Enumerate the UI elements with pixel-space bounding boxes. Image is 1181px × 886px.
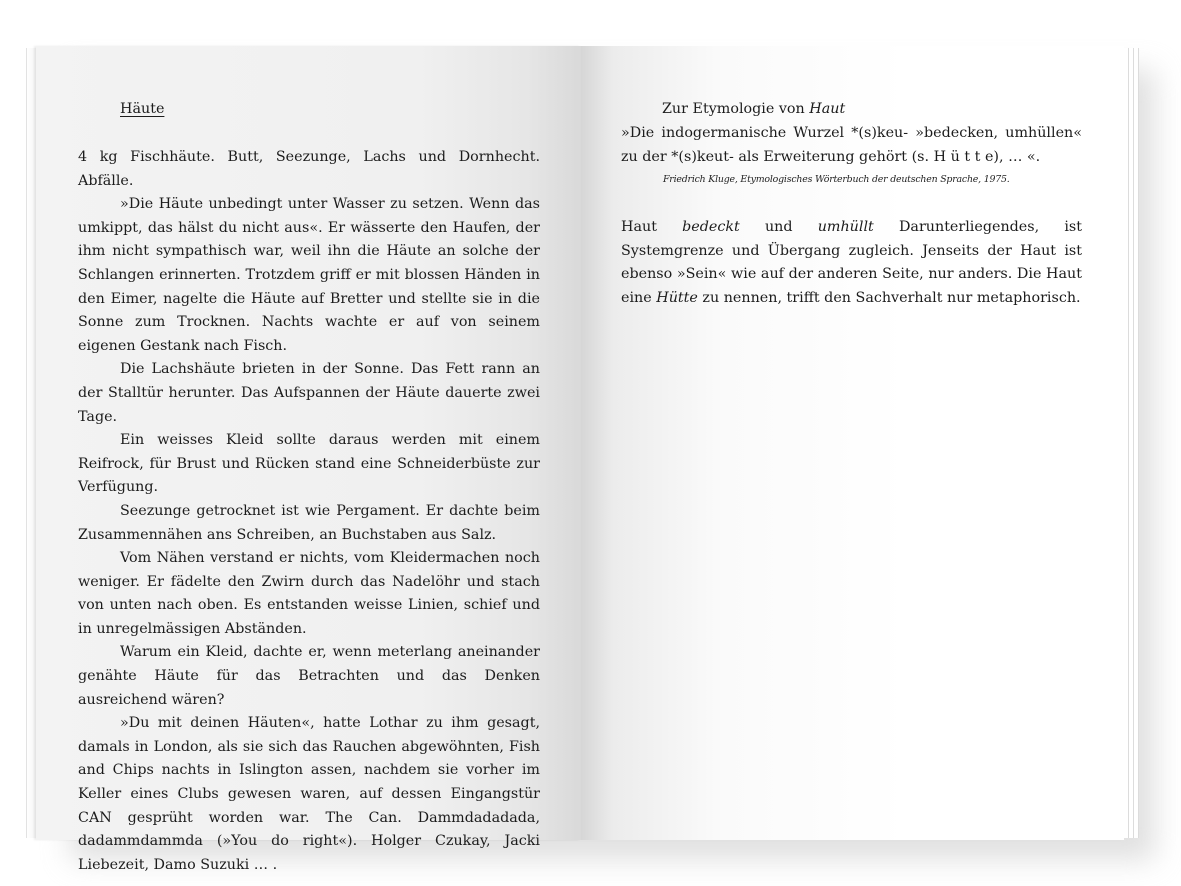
right-page-body: [621, 216, 1082, 310]
right-page-edge-3: [1134, 48, 1139, 838]
paragraph: »Die Häute unbedingt unter Wasser zu setzen. Wenn das umkippt, das hälst du nicht aus«. Er wässerte den Haufen, der ihm nicht sympathisch war, weil ihn die Häute an solche der Schlangen erinnerten. Trotzdem griff er mit blossen Händen in den Eimer, nagelte die Häute auf Bretter und stellte sie in die Sonne zum Trocknen. Nachts wachte er auf von seinem eigenen Gestank nach Fisch.: [78, 196, 540, 354]
chapter-title: Häute: [120, 101, 165, 117]
paragraph: [621, 216, 1082, 310]
quote-source: Friedrich Kluge, Etymologisches Wörterbuch der deutschen Sprache, 1975.: [663, 174, 1010, 185]
paragraph: Vom Nähen verstand er nichts, vom Kleidermachen noch weniger. Er fädelte den Zwirn durch das Nadelöhr und stach von unten nach oben. Es entstanden weisse Linien, schief und in unregelmässigen Abständen.: [78, 550, 540, 637]
paragraph: 4 kg Fischhäute. Butt, Seezunge, Lachs und Dornhecht. Abfälle.: [78, 149, 540, 189]
etymology-heading: [662, 98, 845, 122]
body-emphasis: bedeckt: [682, 219, 740, 235]
paragraph: »Du mit deinen Häuten«, hatte Lothar zu ihm gesagt, damals in London, als sie sich das Rauchen abgewöhnten, Fish and Chips nachts in Islington assen, nachdem sie vorher im Keller eines Clubs gewesen waren, auf dessen Eingangstür CAN gesprüht worden war. The Can. Dammdadadada, dadammdammda (»You do right«). Holger Czukay, Jacki Liebezeit, Damo Suzuki … .: [78, 715, 540, 873]
body-text: und: [739, 219, 818, 235]
quote-text: »Die indogermanische Wurzel *(s)keu- »bedecken, umhüllen« zu der *(s)keut- als Erweiterung gehört (s. H ü t t e), … «.: [621, 125, 1082, 165]
paragraph: Ein weisses Kleid sollte daraus werden mit einem Reifrock, für Brust und Rücken stand eine Schneiderbüste zur Verfügung.: [78, 432, 540, 496]
etymology-heading-word: Haut: [809, 101, 846, 117]
etymology-quote: [621, 122, 1082, 169]
paragraph: Seezunge getrocknet ist wie Pergament. Er dachte beim Zusammennähen ans Schreiben, an Buchstaben aus Salz.: [78, 502, 540, 543]
body-text: Darunterliegendes, ist Systemgrenze und Übergang zugleich. Jenseits der Haut ist ebenso »Sein« wie auf der anderen Seite, nur anders. Die Haut eine: [621, 219, 1082, 306]
paragraph: Warum ein Kleid, dachte er, wenn meterlang aneinander genähte Häute für das Betrachten und das Denken ausreichend wären?: [78, 644, 540, 708]
paragraph: Die Lachshäute brieten in der Sonne. Das Fett rann an der Stalltür herunter. Das Aufspannen der Häute dauerte zwei Tage.: [78, 361, 540, 425]
etymology-heading-prefix: Zur Etymologie von: [662, 101, 810, 117]
body-emphasis: umhüllt: [817, 219, 874, 235]
body-text: zu nennen, trifft den Sachverhalt nur metaphorisch.: [697, 289, 1081, 306]
body-text: Haut: [621, 219, 683, 235]
body-emphasis: Hütte: [656, 289, 698, 306]
left-page-body: [78, 146, 540, 877]
